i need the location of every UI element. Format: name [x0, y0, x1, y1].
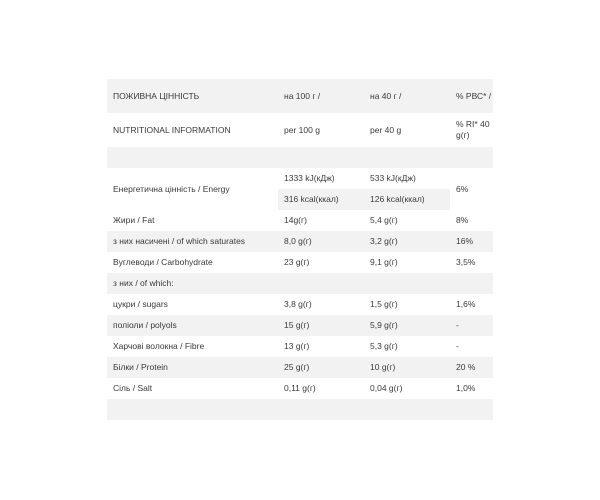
table-row — [107, 294, 493, 315]
energy-name: Енергетична цінність / Energy — [107, 168, 278, 210]
table-row — [107, 231, 493, 252]
nutrient-name: з них / of which: — [107, 273, 278, 294]
nutrient-name: з них насичені / of which saturates — [107, 231, 278, 252]
nutrient-per40: 5,3 g(г) — [370, 341, 398, 351]
nutrient-per100: 15 g(г) — [278, 315, 364, 336]
nutrient-ri: - — [456, 341, 459, 351]
energy-per40-kcal: 126 kcal(ккал) — [364, 189, 450, 210]
header-name-uk: ПОЖИВНА ЦІННІСТЬ — [107, 79, 278, 113]
nutrient-per40: 10 g(г) — [364, 357, 450, 378]
nutrient-name: Харчові волокна / Fibre — [113, 341, 205, 351]
nutrient-per100: 25 g(г) — [278, 357, 364, 378]
nutrient-ri: 8% — [456, 215, 469, 225]
nutrient-per100: 3,8 g(г) — [284, 299, 312, 309]
nutrient-ri: - — [450, 315, 493, 336]
nutrient-per40: 5,9 g(г) — [364, 315, 450, 336]
nutrient-per100: 8,0 g(г) — [278, 231, 364, 252]
nutrient-name: цукри / sugars — [113, 299, 168, 309]
table-row — [107, 210, 493, 231]
energy-per100-kj: 1333 kJ(кДж) — [278, 168, 364, 189]
nutrient-ri — [450, 273, 493, 294]
energy-ri: 6% — [450, 168, 493, 210]
nutrient-name: Білки / Protein — [107, 357, 278, 378]
nutrient-per100: 0,11 g(г) — [284, 383, 316, 393]
table-row — [107, 252, 493, 273]
nutrient-per100: 14g(г) — [284, 215, 307, 225]
table-row — [107, 378, 493, 399]
nutrient-name: поліоли / polyols — [107, 315, 278, 336]
energy-per100-kcal: 316 kcal(ккал) — [278, 189, 364, 210]
nutrient-name: Жири / Fat — [113, 215, 155, 225]
nutrient-per40: 3,2 g(г) — [364, 231, 450, 252]
header-row-en — [107, 113, 493, 147]
nutrient-per100: 23 g(г) — [284, 257, 310, 267]
energy-per40-kj: 533 kJ(кДж) — [364, 168, 450, 189]
nutrient-per40: 5,4 g(г) — [370, 215, 398, 225]
nutrient-per40: 9,1 g(г) — [370, 257, 398, 267]
nutrient-per40 — [364, 273, 450, 294]
nutrient-per100: 13 g(г) — [284, 341, 310, 351]
nutrient-name: Сіль / Salt — [113, 383, 153, 393]
header-per100-uk: на 100 г / — [278, 79, 364, 113]
footer-spacer-row — [107, 399, 493, 420]
nutrient-per100 — [278, 273, 364, 294]
header-per100-en: per 100 g — [284, 124, 320, 135]
nutrient-ri: 16% — [450, 231, 493, 252]
nutrient-per40: 1,5 g(г) — [370, 299, 398, 309]
energy-row-kj — [107, 168, 493, 189]
header-ri-en: % RI* 40 g(г) — [456, 119, 490, 140]
nutrient-ri: 20 % — [450, 357, 493, 378]
nutrient-name: Вуглеводи / Carbohydrate — [113, 257, 213, 267]
header-row-uk — [107, 79, 493, 113]
nutrient-per40: 0,04 g(г) — [370, 383, 403, 393]
nutrient-ri: 3,5% — [456, 257, 476, 267]
nutrient-ri: 1,6% — [456, 299, 476, 309]
table-row — [107, 273, 493, 294]
spacer-row — [107, 147, 493, 168]
nutrition-table — [107, 79, 493, 420]
header-ri-uk: % РВС* / — [450, 79, 493, 113]
table-row — [107, 315, 493, 336]
header-name-en: NUTRITIONAL INFORMATION — [113, 124, 231, 135]
table-row — [107, 336, 493, 357]
nutrient-ri: 1,0% — [456, 383, 476, 393]
header-per40-en: per 40 g — [370, 124, 402, 135]
header-per40-uk: на 40 г / — [364, 79, 450, 113]
table-row — [107, 357, 493, 378]
